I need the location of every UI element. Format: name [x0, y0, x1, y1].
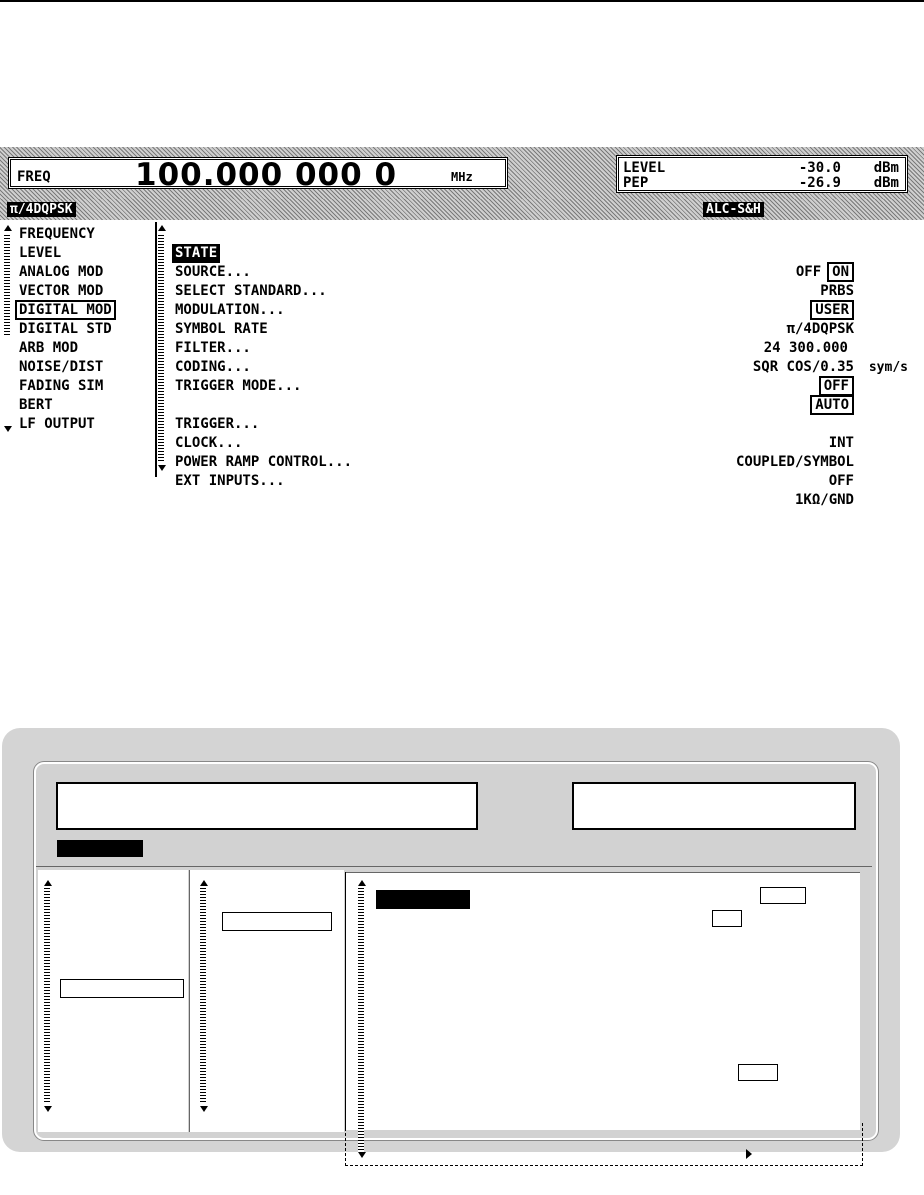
filter-label: FILTER... [175, 340, 251, 356]
schematic-status-rule [36, 866, 872, 867]
scroll-down-icon[interactable] [4, 426, 12, 432]
schematic-menu-column-2 [190, 870, 344, 1132]
schematic-scroll-track [44, 888, 50, 1104]
menu-scrollbar[interactable] [158, 225, 164, 471]
trigger-mode-label: TRIGGER MODE... [175, 378, 302, 394]
ext-inputs-label: EXT INPUTS... [175, 473, 285, 489]
menu-scroll-thumb[interactable] [158, 235, 164, 461]
schematic-scroll-down-icon [44, 1106, 52, 1112]
schematic-highlighted-row [376, 890, 470, 909]
clock-value: COUPLED/SYMBOL [735, 454, 854, 470]
page-top-rule [0, 0, 924, 2]
pep-value: -26.9 [798, 175, 841, 191]
level-row [623, 160, 903, 176]
symbol-rate-label: SYMBOL RATE [175, 321, 268, 337]
alc-status-tag: ALC-S&H [703, 202, 764, 217]
display-header [0, 147, 924, 199]
pep-row [623, 175, 903, 191]
source-value: PRBS [820, 283, 854, 299]
pep-label: PEP [623, 175, 649, 191]
trigger-label: TRIGGER... [175, 416, 260, 432]
schematic-frequency-field [56, 782, 478, 830]
schematic-menu-column-3 [346, 872, 860, 1130]
state-on-option[interactable]: ON [827, 262, 854, 282]
schematic-value-box-2 [712, 910, 742, 927]
schematic-right-arrow-icon [746, 1149, 752, 1159]
instrument-display [0, 147, 924, 508]
power-ramp-label: POWER RAMP CONTROL... [175, 454, 353, 470]
schematic-level-field [572, 782, 856, 830]
modulation-label: MODULATION... [175, 302, 285, 318]
sidebar-item-frequency[interactable]: FREQUENCY [19, 226, 95, 242]
menu-scroll-down-icon[interactable] [158, 465, 166, 471]
select-standard-value[interactable]: USER [810, 300, 854, 320]
schematic-selected-item-2 [222, 912, 332, 931]
state-label: STATE [172, 244, 220, 263]
schematic-value-box-1 [760, 887, 806, 904]
sidebar-item-arb-mod[interactable]: ARB MOD [19, 340, 79, 356]
clock-label: CLOCK... [175, 435, 243, 451]
trigger-mode-value[interactable]: AUTO [810, 395, 854, 415]
level-field[interactable] [616, 155, 908, 193]
schematic-scroll-up-icon [44, 880, 52, 886]
schematic-scrollbar-3 [358, 880, 364, 1160]
schematic-scroll-up-icon-3 [358, 880, 366, 886]
modulation-value: π/4DQPSK [786, 321, 854, 337]
schematic-extension-outline [345, 1123, 863, 1166]
schematic-menu-column-1 [38, 870, 188, 1132]
freq-value: 100.000 000 0 [135, 157, 398, 193]
trigger-value: INT [828, 435, 854, 451]
modulation-status-tag: π/4DQPSK [7, 202, 76, 217]
coding-value[interactable]: OFF [819, 376, 854, 396]
coding-label: CODING... [175, 359, 251, 375]
sidebar-item-noise-dist[interactable]: NOISE/DIST [19, 359, 104, 375]
freq-unit: MHz [451, 170, 473, 184]
level-label: LEVEL [623, 160, 666, 176]
sidebar-item-fading-sim[interactable]: FADING SIM [19, 378, 104, 394]
sidebar-item-digital-std[interactable]: DIGITAL STD [19, 321, 112, 337]
schematic-scroll-track-3 [358, 888, 364, 1152]
sidebar-item-vector-mod[interactable]: VECTOR MOD [19, 283, 104, 299]
menu-scroll-up-icon[interactable] [158, 225, 166, 231]
schematic-selected-item-1 [60, 979, 184, 998]
menu-divider [155, 222, 157, 477]
power-ramp-value: OFF [828, 473, 854, 489]
status-bar [0, 199, 924, 220]
state-off-option[interactable]: OFF [795, 264, 822, 280]
scroll-up-icon[interactable] [4, 225, 12, 231]
schematic-scroll-track-2 [200, 888, 206, 1104]
sidebar-item-lf-output[interactable]: LF OUTPUT [19, 416, 95, 432]
select-standard-label: SELECT STANDARD... [175, 283, 327, 299]
sidebar-item-analog-mod[interactable]: ANALOG MOD [19, 264, 104, 280]
filter-value: SQR COS/0.35 [752, 359, 854, 375]
schematic-column-divider-2 [345, 872, 346, 1130]
freq-label: FREQ [17, 169, 51, 185]
sidebar-item-digital-mod[interactable]: DIGITAL MOD [16, 301, 115, 319]
level-value: -30.0 [798, 160, 841, 176]
schematic-value-box-3 [738, 1064, 778, 1081]
symbol-rate-value[interactable]: 24 300.000 [763, 340, 848, 356]
schematic-scroll-down-icon-2 [200, 1106, 208, 1112]
menu-area [0, 222, 924, 508]
symbol-rate-unit: sym/s [868, 360, 908, 375]
sidebar-item-bert[interactable]: BERT [19, 397, 53, 413]
scroll-thumb[interactable] [4, 235, 10, 335]
schematic-scroll-up-icon-2 [200, 880, 208, 886]
schematic-scrollbar-1 [44, 880, 50, 1114]
ext-inputs-value: 1KΩ/GND [794, 492, 854, 508]
sidebar-scrollbar[interactable] [4, 225, 10, 432]
frequency-field[interactable] [8, 157, 508, 193]
schematic-status-tag [57, 840, 143, 857]
source-label: SOURCE... [175, 264, 251, 280]
schematic-column-divider-1 [189, 870, 190, 1132]
sidebar-item-level[interactable]: LEVEL [19, 245, 62, 261]
schematic-scrollbar-2 [200, 880, 206, 1114]
pep-unit: dBm [873, 175, 899, 191]
schematic-column-top-rule [346, 872, 860, 873]
level-unit: dBm [873, 160, 899, 176]
